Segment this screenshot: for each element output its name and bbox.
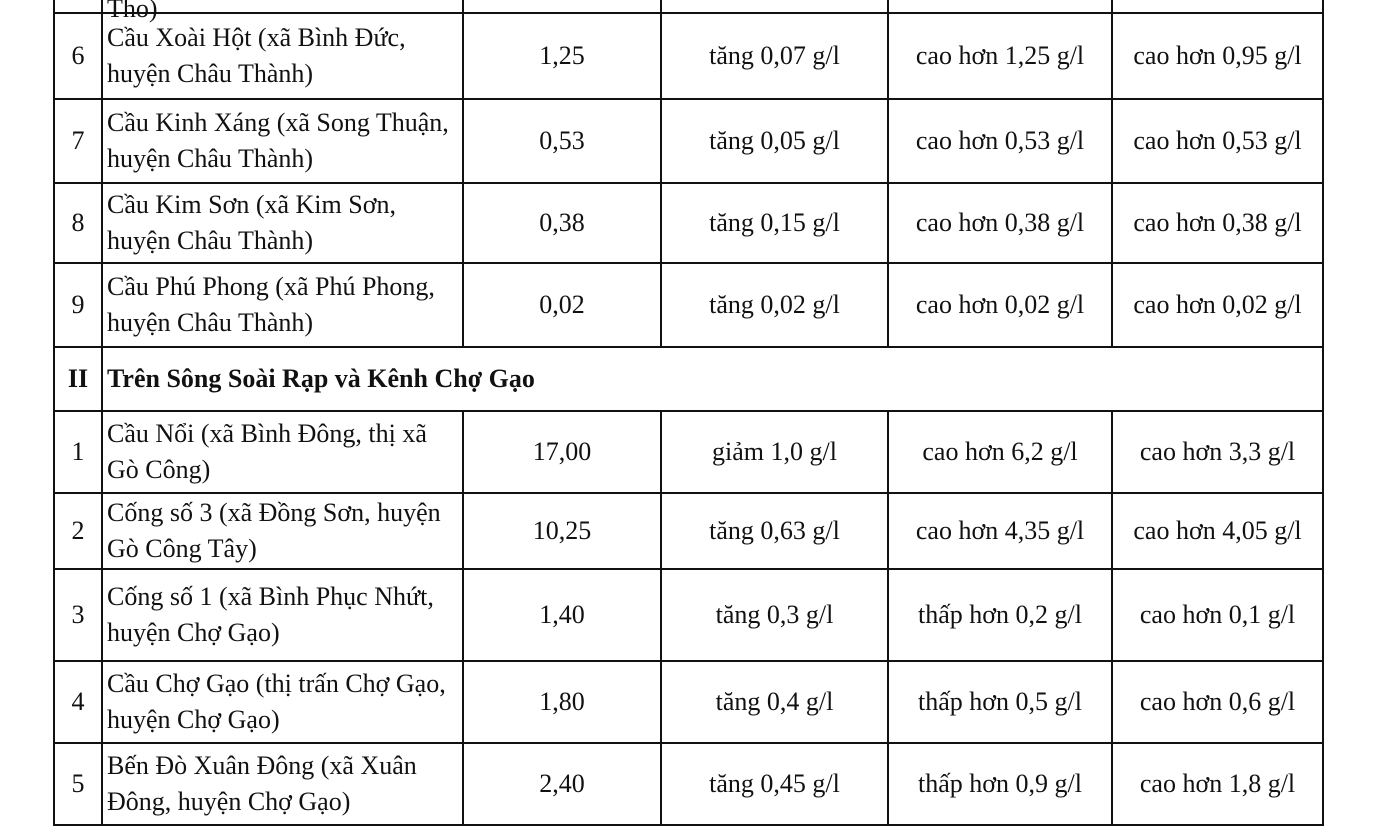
section-numeral: II [54,347,102,411]
compare-b-value: cao hơn 0,6 g/l [1112,661,1323,743]
table-row [54,743,1323,825]
compare-a-value: thấp hơn 0,2 g/l [888,569,1112,661]
compare-a-value: cao hơn 4,35 g/l [888,493,1112,569]
compare-a-value: cao hơn 0,02 g/l [888,263,1112,347]
row-number: 9 [54,263,102,347]
location-cell: Cầu Phú Phong (xã Phú Phong, huyện Châu Thành) [102,263,463,347]
change-value: tăng 0,63 g/l [661,493,888,569]
location-text: Tho) [107,0,158,23]
change-value: tăng 0,02 g/l [661,263,888,347]
location-cell: Cầu Xoài Hột (xã Bình Đức, huyện Châu Thành) [102,13,463,99]
row-number: 6 [54,13,102,99]
salinity-value: 1,80 [463,661,661,743]
compare-b-value: cao hơn 0,53 g/l [1112,99,1323,183]
salinity-value: 1,40 [463,569,661,661]
compare-a-value: thấp hơn 0,5 g/l [888,661,1112,743]
table-row [54,661,1323,743]
compare-b-value: cao hơn 0,1 g/l [1112,569,1323,661]
compare-a-cell [888,0,1112,13]
compare-a-value: cao hơn 6,2 g/l [888,411,1112,493]
row-number: 7 [54,99,102,183]
salinity-value: 0,53 [463,99,661,183]
row-number: 4 [54,661,102,743]
section-title: Trên Sông Soài Rạp và Kênh Chợ Gạo [102,347,1323,411]
compare-a-value: cao hơn 0,53 g/l [888,99,1112,183]
table-row [54,493,1323,569]
location-cell: Cống số 1 (xã Bình Phục Nhứt, huyện Chợ Gạo) [102,569,463,661]
location-cell: Cống số 3 (xã Đồng Sơn, huyện Gò Công Tây) [102,493,463,569]
row-number: 5 [54,743,102,825]
compare-a-value: thấp hơn 0,9 g/l [888,743,1112,825]
compare-b-value: cao hơn 0,02 g/l [1112,263,1323,347]
row-number-cell [54,0,102,13]
table-body [54,0,1323,825]
table-row [54,99,1323,183]
table-row [54,569,1323,661]
salinity-value: 17,00 [463,411,661,493]
compare-b-value: cao hơn 0,38 g/l [1112,183,1323,263]
location-cell: Cầu Chợ Gạo (thị trấn Chợ Gạo, huyện Chợ Gạo) [102,661,463,743]
row-number: 2 [54,493,102,569]
table-row [54,13,1323,99]
compare-a-value: cao hơn 1,25 g/l [888,13,1112,99]
salinity-value: 0,02 [463,263,661,347]
location-cell: Cầu Kinh Xáng (xã Song Thuận, huyện Châu Thành) [102,99,463,183]
compare-b-value: cao hơn 0,95 g/l [1112,13,1323,99]
table-row [54,263,1323,347]
location-cell: Cầu Kim Sơn (xã Kim Sơn, huyện Châu Thành) [102,183,463,263]
location-cell [102,0,463,23]
change-value: tăng 0,15 g/l [661,183,888,263]
row-number: 3 [54,569,102,661]
compare-b-value: cao hơn 1,8 g/l [1112,743,1323,825]
change-value: tăng 0,3 g/l [661,569,888,661]
change-value: tăng 0,05 g/l [661,99,888,183]
location-cell: Cầu Nổi (xã Bình Đông, thị xã Gò Công) [102,411,463,493]
salinity-value: 10,25 [463,493,661,569]
table-row [54,183,1323,263]
salinity-value: 2,40 [463,743,661,825]
table-row-partial [54,0,1323,13]
table-row [54,411,1323,493]
change-cell [661,0,888,13]
change-value: giảm 1,0 g/l [661,411,888,493]
salinity-table [53,0,1324,826]
row-number: 8 [54,183,102,263]
location-cell: Bến Đò Xuân Đông (xã Xuân Đông, huyện Chợ Gạo) [102,743,463,825]
salinity-value: 1,25 [463,13,661,99]
section-header-row [54,347,1323,411]
salinity-value: 0,38 [463,183,661,263]
compare-b-value: cao hơn 3,3 g/l [1112,411,1323,493]
compare-b-cell [1112,0,1323,13]
salinity-cell [463,0,661,13]
compare-a-value: cao hơn 0,38 g/l [888,183,1112,263]
change-value: tăng 0,4 g/l [661,661,888,743]
change-value: tăng 0,45 g/l [661,743,888,825]
change-value: tăng 0,07 g/l [661,13,888,99]
row-number: 1 [54,411,102,493]
compare-b-value: cao hơn 4,05 g/l [1112,493,1323,569]
